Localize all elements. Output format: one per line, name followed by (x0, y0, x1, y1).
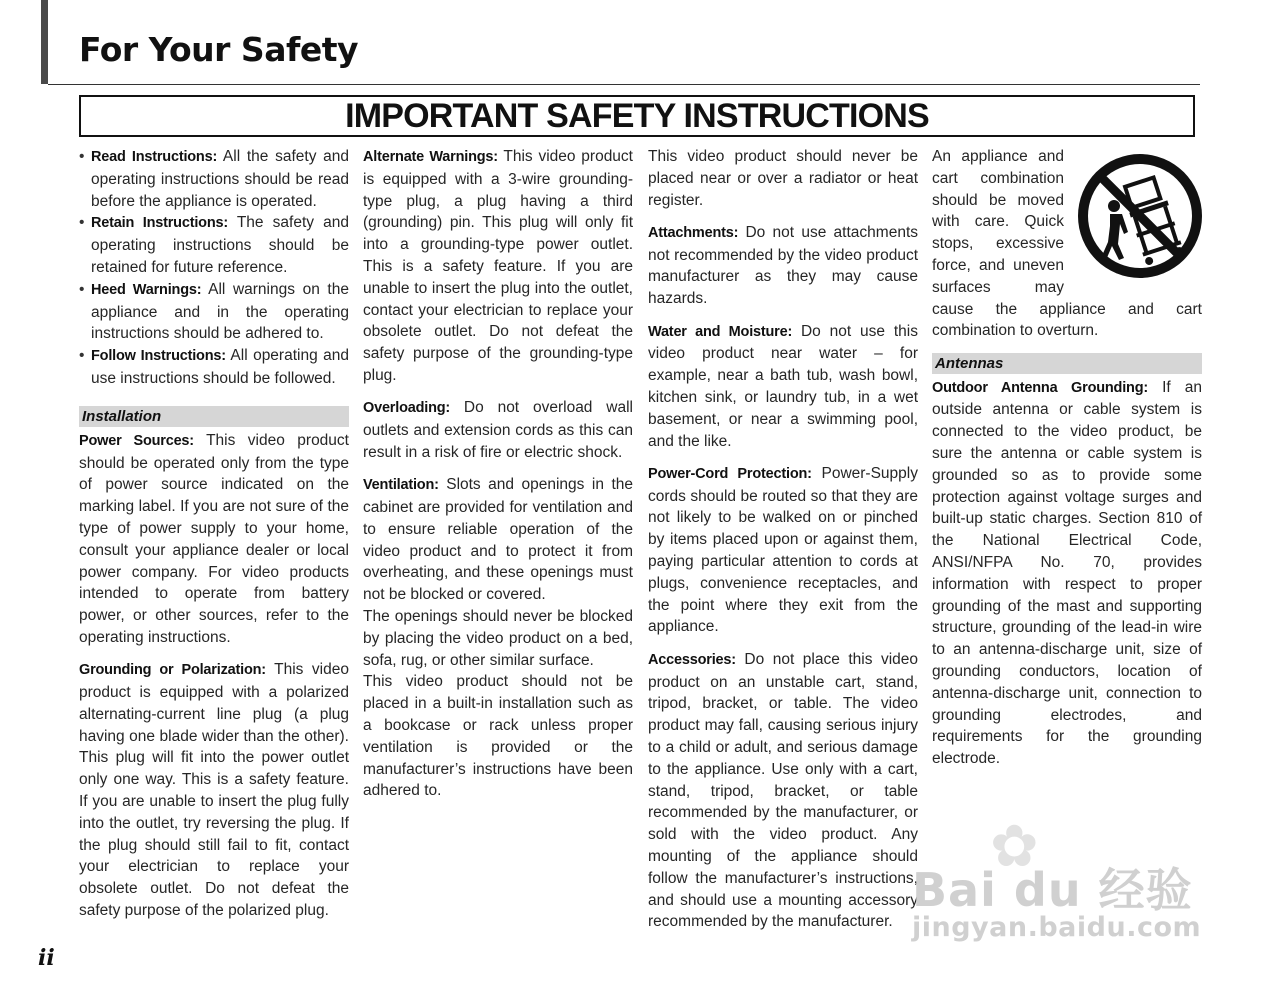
page-title: For Your Safety (79, 30, 358, 69)
list-item: • Follow Instructions: All operating and use instructions should be followed. (79, 345, 349, 390)
column-3 (648, 146, 918, 944)
title-rule (48, 84, 1200, 85)
term: Read Instructions: (91, 149, 218, 165)
water-paragraph: Water and Moisture: Do not use this video product near water – for example, near a bath tub, wash bowl, kitchen sink, or laundry tub, in a wet basement, or near a swimming pool, and the like. (648, 322, 918, 450)
section-banner: IMPORTANT SAFETY INSTRUCTIONS (79, 95, 1195, 137)
watermark-logo: Bai du 经验 (912, 863, 1193, 917)
baidu-watermark (912, 812, 1212, 962)
overloading-paragraph: Overloading: Do not overload wall outlets and extension cords as this can result in a risk of fire or electric shock. (363, 399, 633, 461)
term: Retain Instructions: (91, 215, 228, 232)
term: Follow Instructions: (91, 348, 226, 365)
accessories-paragraph: Accessories: Do not place this video product on an unstable cart, stand, tripod, bracket, or table. The video product may fall, causing serious injury to a child or adult, and serious damage to the appliance. Use only with a cart, stand, tripod, bracket, or table recommended by the manufacturer, or sold with the video product. Any mounting of the appliance should follow the manufacturer’s instructions, and should use a mounting accessory recommended by the manufacturer. (648, 650, 918, 931)
ventilation-paragraph-2: The openings should never be blocked by placing the video product on a bed, sofa, rug, or other similar surface. (363, 607, 633, 669)
ventilation-paragraph-3: This video product should not be placed in a built-in installation such as a bookcase or rack unless proper ventilation is provided or the manufacturer’s instructions have been adhered to. (363, 673, 633, 800)
attachments-paragraph: Attachments: Do not use attachments not recommended by the video product manufacturer as they may cause hazards. (648, 223, 918, 308)
page-number: ii (38, 945, 55, 971)
antennas-heading: Antennas (932, 353, 1202, 374)
alternate-warnings-paragraph: Alternate Warnings: This video product is equipped with a 3-wire grounding-type plug, a plug having a third (grounding) pin. This plug will only fit into a grounding-type power outlet. This is a safety feature. If you are unable to insert the plug into the outlet, contact your electrician to replace your obsolete outlet. Do not defeat the safety purpose of the grounding-type plug. (363, 148, 633, 384)
radiator-paragraph: This video product should never be placed near or over a radiator or heat register. (648, 148, 918, 209)
outdoor-antenna-paragraph: Outdoor Antenna Grounding: If an outside antenna or cable system is connected to the video product, be sure the antenna or cable system is grounded so as to provide some protection against voltage surges and built-up static charges. Section 810 of the National Electrical Code, ANSI/NFPA No. 70, provides information with respect to proper grounding of the mast and supporting structure, grounding of the lead-in wire to an antenna-discharge unit, size of grounding conductors, location of antenna-discharge unit, connection to grounding electrodes, and requirements for the grounding electrode. (932, 378, 1203, 768)
term: Heed Warnings: (91, 281, 202, 298)
paw-icon: ✿ (990, 812, 1039, 880)
list-item: • Retain Instructions: The safety and operating instructions should be retained for future reference. (79, 212, 349, 278)
ventilation-paragraph: Ventilation: Slots and openings in the cabinet are provided for ventilation and to ensure reliable operation of the video product and to protect it from overheating, and these openings must not be blocked or covered. (363, 476, 633, 604)
cart-paragraph: An appliance and cart combination should be moved with care. Quick stops, excessive force, and uneven surfaces may cause the appliance and cart combination to overturn. (932, 148, 1202, 340)
grounding-paragraph: Grounding or Polarization: This video product is equipped with a polarized alternating-current line plug (a plug having one blade wider than the other). This plug will fit into the power outlet only one way. This is a safety feature. If you are unable to insert the plug fully into the outlet, try reversing the plug. If the plug should still fail to fit, contact your electrician to replace your obsolete outlet. Do not defeat the safety purpose of the polarized plug. (79, 661, 349, 919)
list-item: • Heed Warnings: All warnings on the appliance and in the operating instructions should be adhered to. (79, 279, 349, 345)
header-side-bar (41, 0, 48, 84)
no-cart-tipover-icon (1072, 148, 1208, 284)
power-sources-paragraph: Power Sources: This video product should be operated only from the type of power source indicated on the marking label. If you are not sure of the type of power supply to your home, consult your appliance dealer or local power company. For video products intended to operate from battery power, or other sources, refer to the operating instructions. (79, 431, 349, 646)
instruction-bullets (79, 146, 349, 390)
column-2 (363, 146, 633, 802)
watermark-url: jingyan.baidu.com (912, 912, 1202, 943)
column-4 (932, 146, 1202, 781)
installation-heading: Installation (79, 406, 349, 427)
list-item: • Read Instructions: All the safety and operating instructions should be read before the appliance is operated. (79, 146, 349, 212)
power-cord-paragraph: Power-Cord Protection: Power-Supply cords should be routed so that they are not likely to be walked on or pinched by items placed upon or against them, paying particular attention to cords at plugs, convenience receptacles, and the point where they exit from the appliance. (648, 464, 918, 636)
column-1 (79, 146, 349, 932)
